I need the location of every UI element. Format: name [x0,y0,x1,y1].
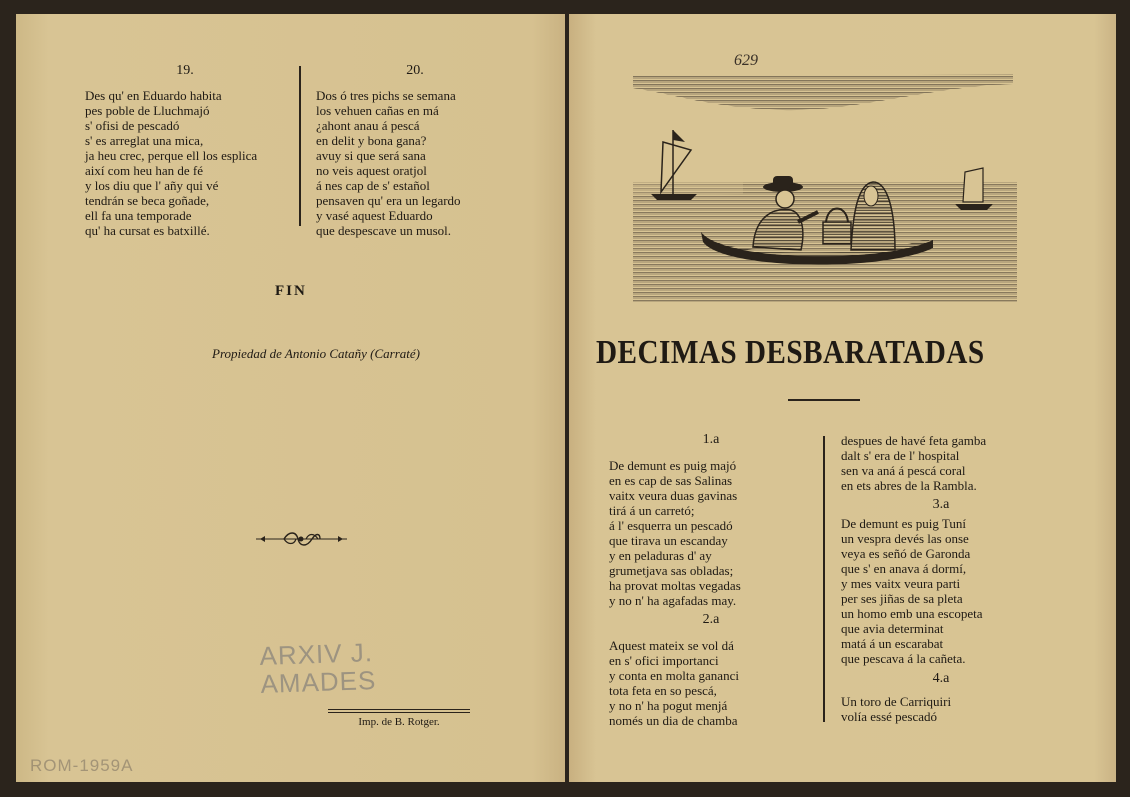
poem-verse: De demunt es puig Tuní un vespra devés las onse veya es señó de Garonda que s' en anava á dormí, y mes vaitx veura parti per ses jiñas de sa pleta un homo emb una escopeta que avia determinat matá á un escarabat que pescava á la cañeta. [841,516,983,666]
boat-woodcut-image [633,72,1017,302]
poem-verse: Des qu' en Eduardo habita pes poble de Lluchmajó s' ofisi de pescadó s' es arreglat una mica, ja heu crec, perque ell los esplica així com heu han de fé y los diu que l' añy qui vé tendrán se beca goñade, ell fa una temporade qu' ha cursat es batxillé. [85,88,258,238]
poem-number: 4.a [932,671,950,686]
archive-stamp [259,638,377,698]
poem-number: 3.a [932,497,950,512]
poem-verse: Dos ó tres pichs se semana los vehuen cañas en má ¿ahont anau á pescá en delit y bona gana? avuy si que será sana no veis aquest oratjol á nes cap de s' estañol pensaven qu' era un legardo y vasé aquest Eduardo que despescave un musol. [316,88,461,238]
imprint-line: Imp. de B. Rotger. [328,712,470,728]
fin-heading: FIN [275,283,307,299]
shelfmark: ROM-1959A [30,756,134,775]
title-rule [788,399,860,401]
poem-number: 19. [176,63,194,78]
poem-number: 2.a [702,612,720,627]
column-divider [299,66,301,226]
page-number: 629 [734,52,758,69]
ornament-icon [254,531,349,547]
main-title: DECIMAS DESBARATADAS [596,334,985,371]
stamp-line: AMADES [260,664,377,700]
column-divider [823,436,825,722]
poem-verse: despues de havé feta gamba dalt s' era de l' hospital sen va aná á pescá coral en ets abres de la Rambla. [841,433,987,493]
propiedad-line: Propiedad de Antonio Catañy (Carraté) [212,346,420,361]
poem-number: 20. [406,63,424,78]
poem-verse: Un toro de Carriquiri volía essé pescadó [841,694,952,724]
poem-verse: De demunt es puig majó en es cap de sas Salinas vaitx veura duas gavinas tirá á un carretó; á l' esquerra un pescadó que tirava un escanday y en peladuras d' ay grumetjava sas obladas; ha provat moltas vegadas y no n' ha agafadas may. [609,458,741,608]
poem-number: 1.a [702,432,720,447]
stamp-line: ARXIV J. [259,637,374,672]
poem-verse: Aquest mateix se vol dá en s' ofici importanci y conta en molta gananci tota feta en so pescá, y no n' ha pogut menjá només un dia de chamba [609,638,739,728]
